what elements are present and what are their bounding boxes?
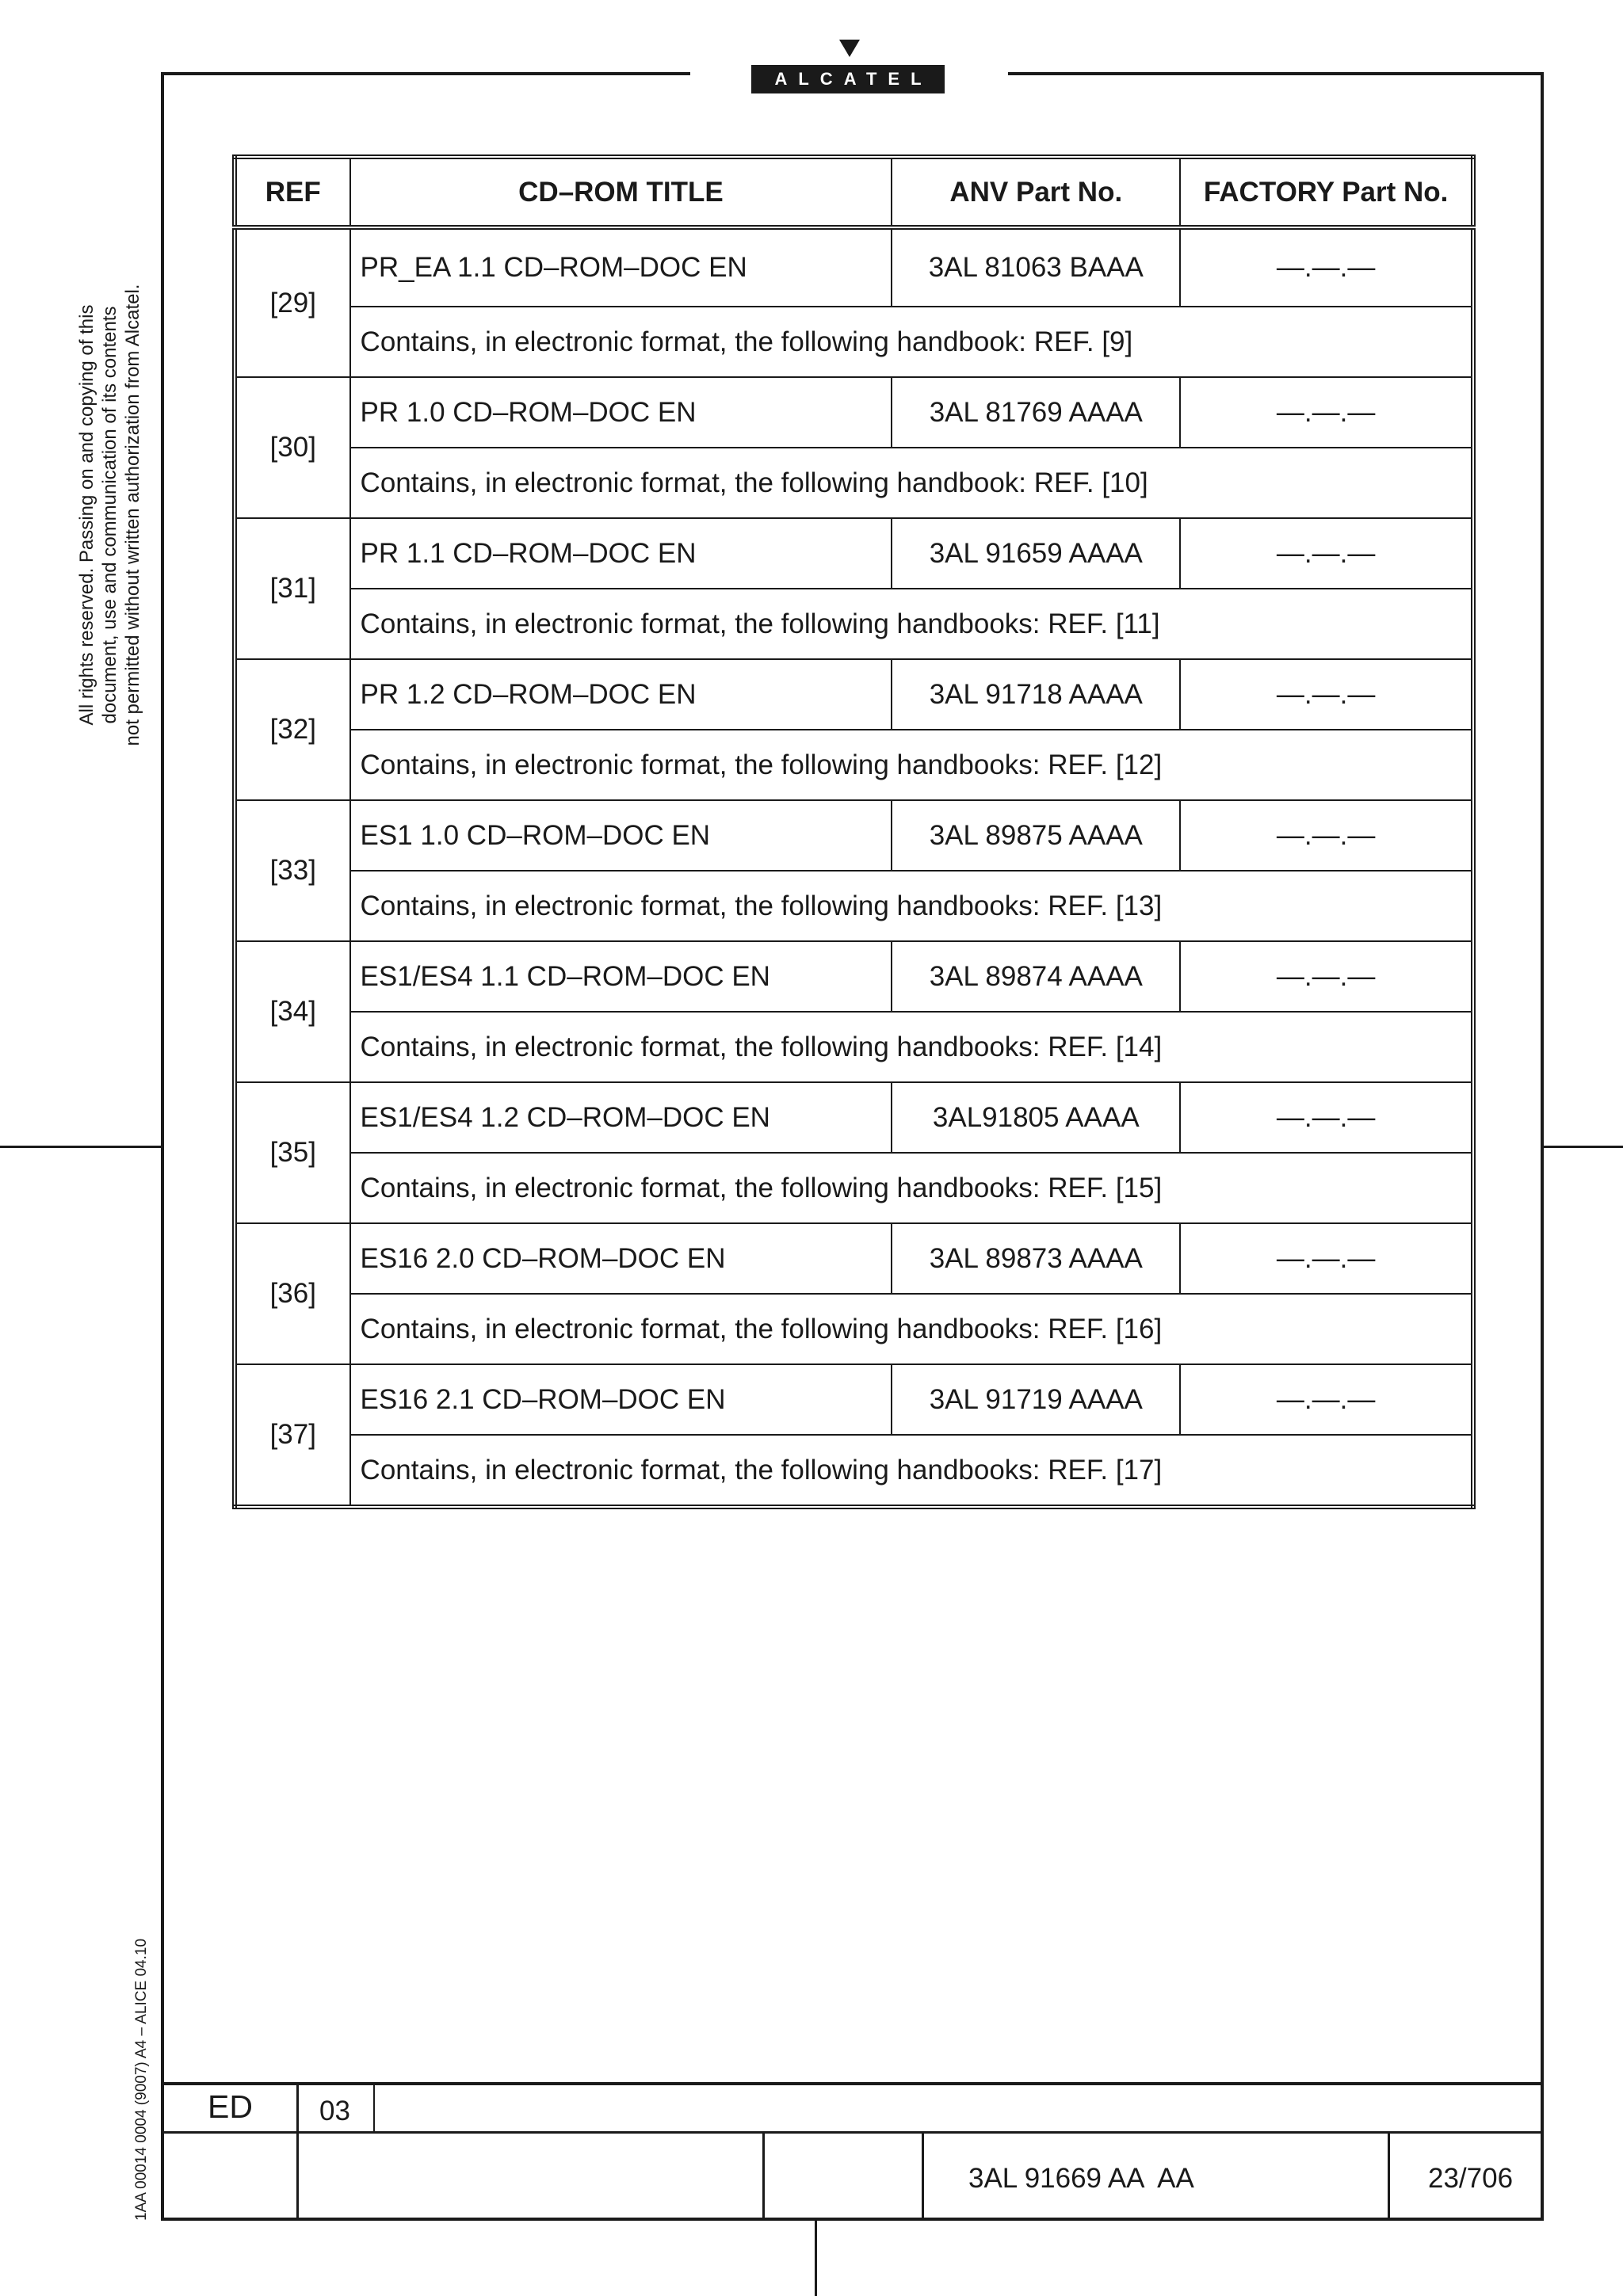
footer-divider — [922, 2131, 924, 2221]
header-anv-part: ANV Part No. — [892, 157, 1180, 227]
cdrom-reference-table — [232, 154, 1476, 1509]
table-row — [235, 941, 1473, 1012]
title-cell: ES1 1.0 CD–ROM–DOC EN — [350, 800, 892, 871]
description-cell: Contains, in electronic format, the following handbooks: REF. [17] — [350, 1435, 1473, 1507]
title-cell: PR_EA 1.1 CD–ROM–DOC EN — [350, 227, 892, 307]
ref-cell: [32] — [235, 659, 350, 800]
header-factory-part: FACTORY Part No. — [1180, 157, 1473, 227]
table-description-row — [235, 730, 1473, 800]
description-cell: Contains, in electronic format, the following handbooks: REF. [15] — [350, 1153, 1473, 1223]
table-row — [235, 1082, 1473, 1153]
table-row — [235, 1364, 1473, 1435]
table-description-row — [235, 871, 1473, 941]
bottom-fold-mark — [815, 2221, 817, 2296]
frame-top-left-line — [161, 72, 690, 75]
table-row — [235, 659, 1473, 730]
description-cell: Contains, in electronic format, the following handbook: REF. [9] — [350, 307, 1473, 377]
footer-divider — [296, 2082, 299, 2221]
fold-mark-right — [1544, 1146, 1623, 1148]
ref-cell: [29] — [235, 227, 350, 377]
factory-part-cell: —.—.— — [1180, 1223, 1473, 1294]
ref-cell: [33] — [235, 800, 350, 941]
table-row — [235, 518, 1473, 589]
table-row — [235, 377, 1473, 448]
page-number: 23/706 — [1428, 2163, 1514, 2194]
ref-cell: [30] — [235, 377, 350, 518]
logo-triangle-icon — [839, 40, 860, 57]
footer-top-line — [161, 2082, 1544, 2085]
anv-part-cell: 3AL 81063 BAAA — [892, 227, 1180, 307]
footer-bottom-line — [161, 2218, 1544, 2221]
description-cell: Contains, in electronic format, the following handbooks: REF. [11] — [350, 589, 1473, 659]
ref-cell: [31] — [235, 518, 350, 659]
factory-part-cell: —.—.— — [1180, 227, 1473, 307]
header-title: CD–ROM TITLE — [350, 157, 892, 227]
edition-value: 03 — [319, 2096, 350, 2126]
description-cell: Contains, in electronic format, the following handbooks: REF. [16] — [350, 1294, 1473, 1364]
anv-part-cell: 3AL 91659 AAAA — [892, 518, 1180, 589]
table-row — [235, 1223, 1473, 1294]
anv-part-cell: 3AL91805 AAAA — [892, 1082, 1180, 1153]
rights-notice — [75, 238, 162, 792]
table-description-row — [235, 1294, 1473, 1364]
title-cell: ES16 2.1 CD–ROM–DOC EN — [350, 1364, 892, 1435]
table-description-row — [235, 1435, 1473, 1507]
table-description-row — [235, 448, 1473, 518]
ref-cell: [35] — [235, 1082, 350, 1223]
header-ref: REF — [235, 157, 350, 227]
anv-part-cell: 3AL 91719 AAAA — [892, 1364, 1180, 1435]
description-cell: Contains, in electronic format, the following handbooks: REF. [14] — [350, 1012, 1473, 1082]
anv-part-cell: 3AL 91718 AAAA — [892, 659, 1180, 730]
description-cell: Contains, in electronic format, the following handbook: REF. [10] — [350, 448, 1473, 518]
alcatel-logo: ALCATEL — [751, 65, 945, 93]
rights-notice-line: All rights reserved. Passing on and copying of this — [76, 304, 97, 726]
title-cell: PR 1.0 CD–ROM–DOC EN — [350, 377, 892, 448]
description-cell: Contains, in electronic format, the following handbooks: REF. [12] — [350, 730, 1473, 800]
edition-label: ED — [208, 2088, 253, 2125]
title-cell: PR 1.2 CD–ROM–DOC EN — [350, 659, 892, 730]
title-cell: ES1/ES4 1.2 CD–ROM–DOC EN — [350, 1082, 892, 1153]
footer-middle-line — [161, 2131, 1544, 2134]
table-header-row — [235, 157, 1473, 227]
title-cell: ES1/ES4 1.1 CD–ROM–DOC EN — [350, 941, 892, 1012]
rights-notice-line: document, use and communication of its contents — [99, 306, 120, 724]
factory-part-cell: —.—.— — [1180, 518, 1473, 589]
title-cell: PR 1.1 CD–ROM–DOC EN — [350, 518, 892, 589]
footer-divider — [373, 2082, 375, 2133]
document-code: 3AL 91669 AA AA — [968, 2163, 1194, 2194]
ref-cell: [34] — [235, 941, 350, 1082]
frame-top-right-line — [1008, 72, 1544, 75]
table-description-row — [235, 1153, 1473, 1223]
factory-part-cell: —.—.— — [1180, 377, 1473, 448]
factory-part-cell: —.—.— — [1180, 1082, 1473, 1153]
title-cell: ES16 2.0 CD–ROM–DOC EN — [350, 1223, 892, 1294]
table-description-row — [235, 307, 1473, 377]
ref-cell: [36] — [235, 1223, 350, 1364]
factory-part-cell: —.—.— — [1180, 659, 1473, 730]
fold-mark-left — [0, 1146, 161, 1148]
anv-part-cell: 3AL 89873 AAAA — [892, 1223, 1180, 1294]
table-description-row — [235, 589, 1473, 659]
anv-part-cell: 3AL 89874 AAAA — [892, 941, 1180, 1012]
description-cell: Contains, in electronic format, the following handbooks: REF. [13] — [350, 871, 1473, 941]
factory-part-cell: —.—.— — [1180, 1364, 1473, 1435]
table-row — [235, 227, 1473, 307]
table-row — [235, 800, 1473, 871]
factory-part-cell: —.—.— — [1180, 941, 1473, 1012]
form-code: 1AA 00014 0004 (9007) A4 – ALICE 04.10 — [133, 1938, 150, 2221]
factory-part-cell: —.—.— — [1180, 800, 1473, 871]
table-description-row — [235, 1012, 1473, 1082]
anv-part-cell: 3AL 89875 AAAA — [892, 800, 1180, 871]
ref-cell: [37] — [235, 1364, 350, 1507]
footer-divider — [1388, 2131, 1390, 2221]
anv-part-cell: 3AL 81769 AAAA — [892, 377, 1180, 448]
footer-divider — [762, 2131, 765, 2221]
rights-notice-line: not permitted without written authorization from Alcatel. — [122, 284, 143, 746]
